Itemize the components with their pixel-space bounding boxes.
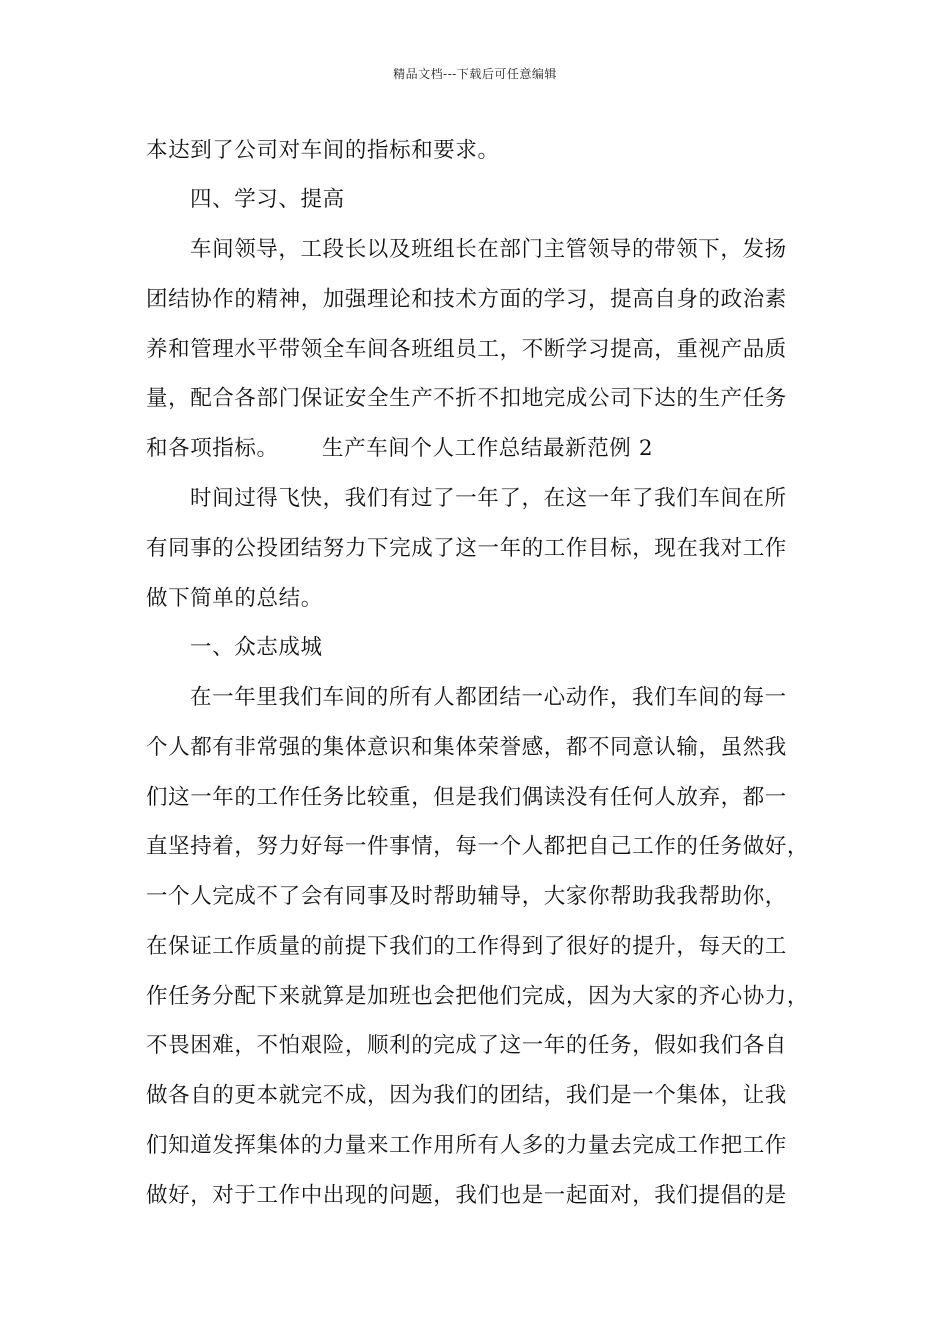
page-header: 精品文档---下载后可任意编辑 xyxy=(393,67,557,81)
body-line: 时间过得飞快，我们有过了一年了，在这一年了我们车间在所 xyxy=(190,486,787,511)
body-line: 做下简单的总结。 xyxy=(146,586,323,611)
body-line: 们知道发挥集体的力量来工作用所有人多的力量去完成工作把工作 xyxy=(146,1133,787,1158)
body-line: 不畏困难，不怕艰险，顺利的完成了这一年的任务，假如我们各自 xyxy=(146,1033,787,1058)
body-line: 本达到了公司对车间的指标和要求。 xyxy=(146,138,500,163)
body-line: 直坚持着，努力好每一件事情，每一个人都把自己工作的任务做好， xyxy=(146,834,810,859)
body-line: 做各自的更本就完不成，因为我们的团结，我们是一个集体，让我 xyxy=(146,1083,787,1108)
section-heading: 四、学习、提高 xyxy=(190,187,345,212)
body-line: 一个人完成不了会有同事及时帮助辅导，大家你帮助我我帮助你， xyxy=(146,884,787,909)
section-heading: 一、众志成城 xyxy=(190,635,323,660)
body-line: 个人都有非常强的集体意识和集体荣誉感，都不同意认输，虽然我 xyxy=(146,735,787,760)
document-title: 生产车间个人工作总结最新范例 2 xyxy=(322,436,654,461)
body-line: 在保证工作质量的前提下我们的工作得到了很好的提升，每天的工 xyxy=(146,934,787,959)
body-line: 们这一年的工作任务比较重，但是我们偶读没有任何人放弃，都一 xyxy=(146,785,787,810)
body-line: 团结协作的精神，加强理论和技术方面的学习，提高自身的政治素 xyxy=(146,287,787,312)
body-line: 和各项指标。 xyxy=(146,436,279,461)
body-line: 量，配合各部门保证安全生产不折不扣地完成公司下达的生产任务 xyxy=(146,386,787,411)
body-line: 作任务分配下来就算是加班也会把他们完成，因为大家的齐心协力， xyxy=(146,984,810,1009)
body-line: 车间领导，工段长以及班组长在部门主管领导的带领下，发扬 xyxy=(190,237,787,262)
body-line: 养和管理水平带领全车间各班组员工，不断学习提高，重视产品质 xyxy=(146,337,787,362)
body-line: 做好，对于工作中出现的问题，我们也是一起面对，我们提倡的是 xyxy=(146,1183,787,1208)
body-line: 在一年里我们车间的所有人都团结一心动作，我们车间的每一 xyxy=(190,685,787,710)
body-line: 有同事的公投团结努力下完成了这一年的工作目标，现在我对工作 xyxy=(146,536,787,561)
